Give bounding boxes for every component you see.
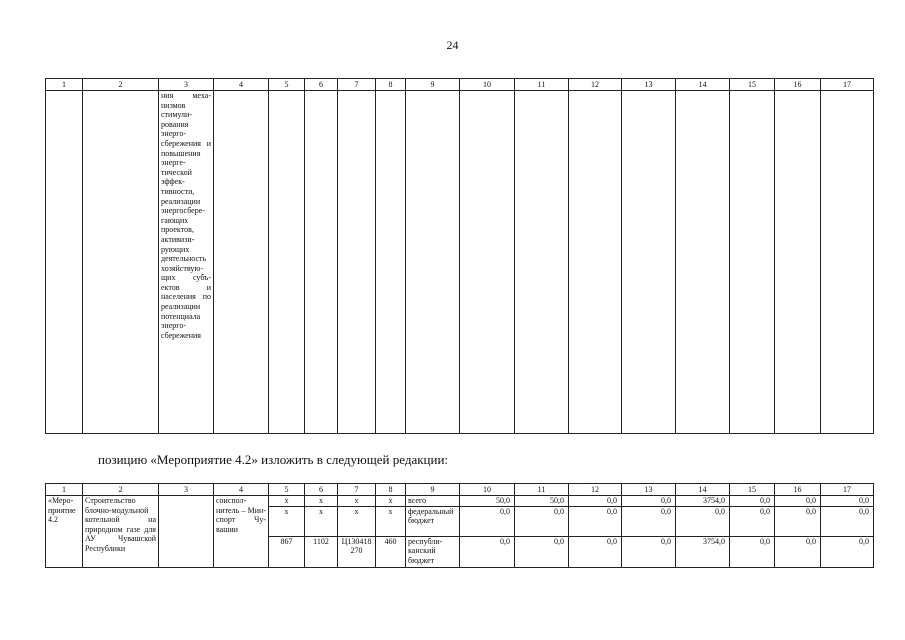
table-cell xyxy=(676,91,730,434)
table-cell: x xyxy=(269,506,305,536)
header-cell: 12 xyxy=(569,484,622,496)
header-cell: 15 xyxy=(730,484,775,496)
table-cell xyxy=(214,91,269,434)
table-cell xyxy=(46,91,83,434)
header-cell: 13 xyxy=(622,484,676,496)
table-cell: 0,0 xyxy=(622,536,676,567)
header-cell: 9 xyxy=(406,79,460,91)
continuation-table xyxy=(45,78,874,434)
header-cell: 7 xyxy=(338,79,376,91)
table-cell xyxy=(569,91,622,434)
header-cell: 2 xyxy=(83,79,159,91)
instruction-text: позицию «Мероприятие 4.2» изложить в следующей редакции: xyxy=(98,452,449,467)
table-cell: 3754,0 xyxy=(676,496,730,507)
funding-source-cell: республиканский бюджет xyxy=(406,536,460,567)
table-cell: 0,0 xyxy=(821,506,874,536)
measure-number-cell: «Мероприятие 4.2 xyxy=(46,496,83,568)
table-cell: 0,0 xyxy=(730,496,775,507)
header-cell: 1 xyxy=(46,79,83,91)
header-cell: 16 xyxy=(775,79,821,91)
header-cell: 10 xyxy=(460,484,515,496)
header-cell: 14 xyxy=(676,79,730,91)
table-cell: x xyxy=(338,506,376,536)
header-cell: 1 xyxy=(46,484,83,496)
header-cell: 16 xyxy=(775,484,821,496)
table-cell: 50,0 xyxy=(515,496,569,507)
table-cell: x xyxy=(269,496,305,507)
header-row xyxy=(46,79,874,91)
budget-code-cell: Ц130418 270 xyxy=(338,536,376,567)
table-cell: 0,0 xyxy=(515,506,569,536)
table-cell: 0,0 xyxy=(622,506,676,536)
table-cell: 0,0 xyxy=(460,506,515,536)
header-cell: 6 xyxy=(305,79,338,91)
table-cell: 0,0 xyxy=(821,536,874,567)
table-cell: 1102 xyxy=(305,536,338,567)
header-cell: 4 xyxy=(214,79,269,91)
header-cell: 10 xyxy=(460,79,515,91)
table-cell: 0,0 xyxy=(460,536,515,567)
measure-name-cell: Строительство блочно-модульной котельной на природном газе для АУ Чувашской Республики xyxy=(83,496,159,568)
table-cell: 0,0 xyxy=(515,536,569,567)
table-cell xyxy=(406,91,460,434)
header-cell: 11 xyxy=(515,79,569,91)
header-cell: 2 xyxy=(83,484,159,496)
table-cell: 0,0 xyxy=(676,506,730,536)
header-cell: 17 xyxy=(821,79,874,91)
table-cell: x xyxy=(305,496,338,507)
header-cell: 5 xyxy=(269,484,305,496)
header-cell: 13 xyxy=(622,79,676,91)
header-cell: 17 xyxy=(821,484,874,496)
table-cell: x xyxy=(376,496,406,507)
table-cell: 50,0 xyxy=(460,496,515,507)
table-row xyxy=(46,91,874,434)
table-cell xyxy=(730,91,775,434)
table-cell xyxy=(159,496,214,568)
header-cell: 7 xyxy=(338,484,376,496)
table-cell: 0,0 xyxy=(730,536,775,567)
table-cell: 0,0 xyxy=(775,536,821,567)
table-cell xyxy=(515,91,569,434)
table-cell xyxy=(83,91,159,434)
header-cell: 5 xyxy=(269,79,305,91)
table-cell xyxy=(775,91,821,434)
table-cell: 0,0 xyxy=(569,496,622,507)
table-cell: 3754,0 xyxy=(676,536,730,567)
measure-table xyxy=(45,483,874,568)
table-cell: 460 xyxy=(376,536,406,567)
header-cell: 11 xyxy=(515,484,569,496)
table-cell xyxy=(821,91,874,434)
table-cell: x xyxy=(338,496,376,507)
table-row xyxy=(46,496,874,507)
header-cell: 4 xyxy=(214,484,269,496)
executor-cell: соисполнитель – Минспорт Чувашии xyxy=(214,496,269,568)
table-cell: 0,0 xyxy=(569,536,622,567)
header-cell: 3 xyxy=(159,79,214,91)
measure-description-cell: ния механизмов стимулирования энергосбережения и повышения энергетической эффективности, реализации энергосберегающих проектов, активизирующих деятельность хозяйствующих субъектов и населения по реализации потенциала энергосбережения xyxy=(159,91,214,434)
header-cell: 8 xyxy=(376,484,406,496)
table-cell: 0,0 xyxy=(775,496,821,507)
table-cell: 0,0 xyxy=(821,496,874,507)
header-cell: 8 xyxy=(376,79,406,91)
header-row xyxy=(46,484,874,496)
table-cell: x xyxy=(305,506,338,536)
header-cell: 6 xyxy=(305,484,338,496)
table-cell: 0,0 xyxy=(622,496,676,507)
table-cell xyxy=(269,91,305,434)
header-cell: 15 xyxy=(730,79,775,91)
funding-source-cell: всего xyxy=(406,496,460,507)
header-cell: 12 xyxy=(569,79,622,91)
table-cell xyxy=(338,91,376,434)
page-number: 24 xyxy=(446,38,459,52)
table-cell: 0,0 xyxy=(569,506,622,536)
funding-source-cell: федеральный бюджет xyxy=(406,506,460,536)
table-cell xyxy=(460,91,515,434)
header-cell: 9 xyxy=(406,484,460,496)
table-cell xyxy=(305,91,338,434)
table-cell: 0,0 xyxy=(730,506,775,536)
table-cell xyxy=(376,91,406,434)
table-cell: 867 xyxy=(269,536,305,567)
table-cell xyxy=(622,91,676,434)
header-cell: 14 xyxy=(676,484,730,496)
header-cell: 3 xyxy=(159,484,214,496)
table-cell: x xyxy=(376,506,406,536)
table-cell: 0,0 xyxy=(775,506,821,536)
